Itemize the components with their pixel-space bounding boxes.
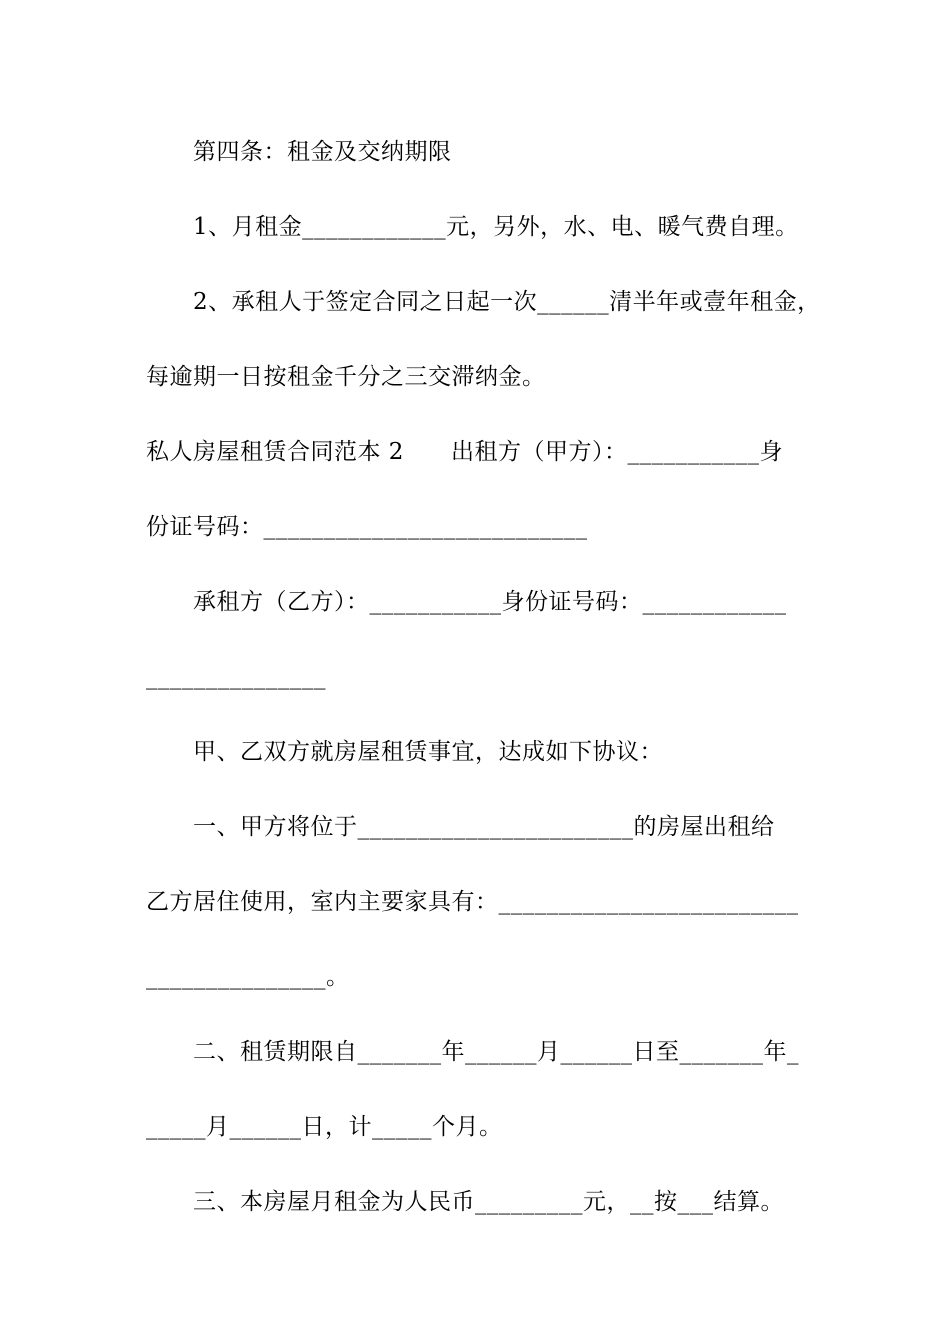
furniture-continuation: _______________。 [146,964,350,990]
monthly-rent-line: 1、月租金____________元，另外，水、电、暖气费自理。 [193,214,799,240]
article-2-line: 二、租赁期限自_______年______月______日至_______年_ [193,1039,799,1065]
article-3-line: 三、本房屋月租金为人民币_________元，__按___结算。 [193,1189,784,1215]
lease-term-continuation: _____月______日，计_____个月。 [146,1114,503,1140]
payment-term-line: 2、承租人于签定合同之日起一次______清半年或壹年租金， [193,289,821,315]
lessee-line: 承租方（乙方）：___________身份证号码：____________ [193,589,787,615]
template-2-lessor-line: 私人房屋租赁合同范本 2 出租方（甲方）：___________身 [146,439,783,465]
late-fee-line: 每逾期一日按租金千分之三交滞纳金。 [146,364,546,390]
agreement-intro: 甲、乙双方就房屋租赁事宜，达成如下协议： [193,739,663,765]
lessee-id-continuation: _______________ [146,664,326,690]
clause-4-heading: 第四条：租金及交纳期限 [193,139,452,165]
article-1-line: 一、甲方将位于_______________________的房屋出租给 [193,814,775,840]
lessor-id-line: 份证号码：___________________________ [146,514,588,540]
furniture-line: 乙方居住使用，室内主要家具有：_________________________ [146,889,799,915]
